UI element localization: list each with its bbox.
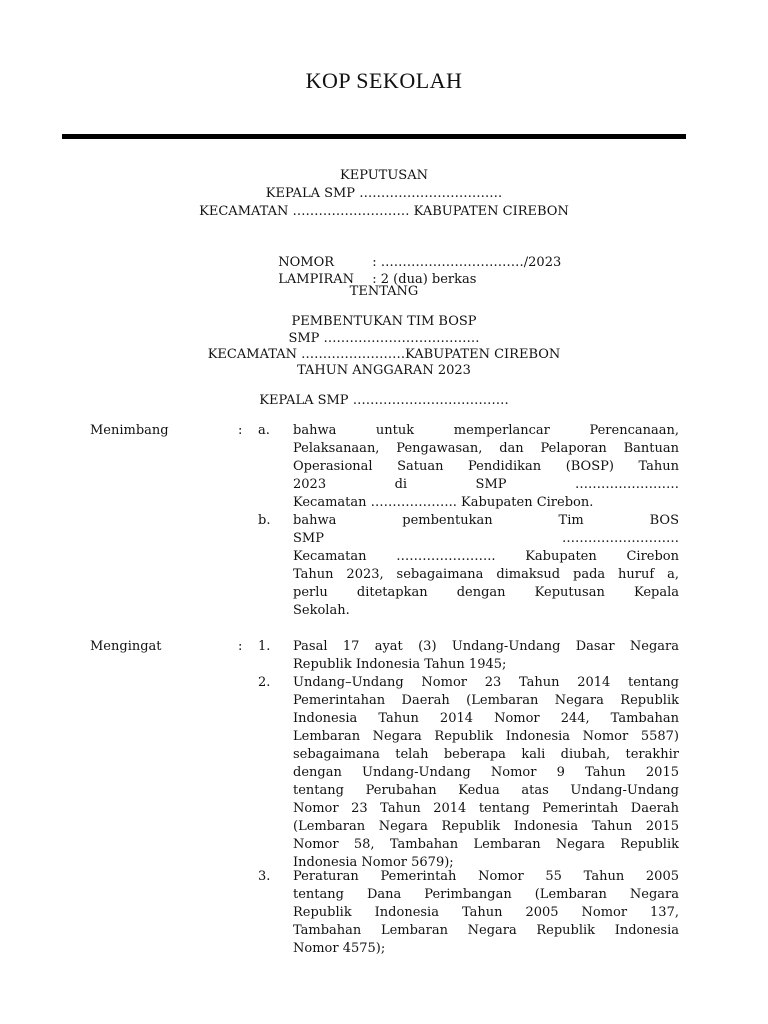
mengingat-2-line: dengan Undang-Undang Nomor 9 Tahun 2015	[293, 765, 679, 780]
letterhead-divider	[62, 134, 686, 139]
kepala-line: KEPALA SMP ………………………………	[259, 393, 509, 408]
menimbang-marker-b: b.	[258, 513, 271, 528]
menimbang-a-line: Pelaksanaan, Pengawasan, dan Pelaporan Bantuan	[293, 441, 679, 456]
subject-line-1: PEMBENTUKAN TIM BOSP	[291, 314, 477, 329]
menimbang-marker-a: a.	[258, 423, 270, 438]
mengingat-2-line: Lembaran Negara Republik Indonesia Nomor 5587)	[293, 729, 679, 744]
subject-line-4: TAHUN ANGGARAN 2023	[297, 363, 471, 378]
mengingat-3-line: Nomor 4575);	[293, 941, 386, 956]
mengingat-3-line: Republik Indonesia Tahun 2005 Nomor 137,	[293, 905, 679, 920]
decision-title: KEPUTUSAN	[340, 168, 428, 183]
lampiran-label: LAMPIRAN	[278, 272, 355, 287]
mengingat-2-line: Undang–Undang Nomor 23 Tahun 2014 tentang	[293, 675, 679, 690]
menimbang-b-line: Kecamatan ………………….. Kabupaten Cirebon	[293, 549, 679, 564]
mengingat-item-1	[293, 638, 679, 674]
mengingat-2-line: Nomor 58, Tambahan Lembaran Negara Republik	[293, 837, 679, 852]
menimbang-a-line: 2023 di SMP ……………………	[293, 477, 679, 492]
mengingat-marker-3: 3.	[258, 869, 271, 884]
menimbang-a-line: Operasional Satuan Pendidikan (BOSP) Tahun	[293, 459, 679, 474]
mengingat-2-line: Nomor 23 Tahun 2014 tentang Pemerintah Daerah	[293, 801, 679, 816]
menimbang-a-line: bahwa untuk memperlancar Perencanaan,	[293, 423, 679, 438]
subject-line-3: KECAMATAN ……………………KABUPATEN CIREBON	[207, 347, 561, 362]
menimbang-b-line: bahwa pembentukan Tim BOS	[293, 513, 679, 528]
mengingat-2-line: Indonesia Nomor 5679);	[293, 855, 454, 870]
menimbang-b-line: Tahun 2023, sebagaimana dimaksud pada huruf a,	[293, 567, 679, 582]
decision-district: KECAMATAN ……………………… KABUPATEN CIREBON	[199, 204, 569, 219]
lampiran-value: : 2 (dua) berkas	[372, 272, 477, 287]
subject-line-2: SMP ………………………………	[288, 331, 480, 346]
menimbang-b-line: SMP ………………………	[293, 531, 679, 546]
decision-school: KEPALA SMP ……………………………	[265, 186, 503, 201]
mengingat-3-line: Tambahan Lembaran Negara Republik Indonesia	[293, 923, 679, 938]
mengingat-2-line: (Lembaran Negara Republik Indonesia Tahun 2015	[293, 819, 679, 834]
letterhead-title: KOP SEKOLAH	[305, 68, 463, 93]
menimbang-colon: :	[238, 423, 243, 438]
menimbang-b-line: Sekolah.	[293, 603, 350, 618]
nomor-value: : ……………………………/2023	[372, 255, 562, 270]
mengingat-item-2	[293, 674, 679, 872]
mengingat-2-line: Indonesia Tahun 2014 Nomor 244, Tambahan	[293, 711, 679, 726]
mengingat-label: Mengingat	[90, 639, 162, 654]
mengingat-2-line: tentang Perubahan Kedua atas Undang-Undang	[293, 783, 679, 798]
mengingat-marker-2: 2.	[258, 675, 271, 690]
mengingat-1-line: Republik Indonesia Tahun 1945;	[293, 657, 507, 672]
menimbang-b-line: perlu ditetapkan dengan Keputusan Kepala	[293, 585, 679, 600]
menimbang-a-line: Kecamatan ……………….. Kabupaten Cirebon.	[293, 495, 594, 510]
mengingat-marker-1: 1.	[258, 639, 271, 654]
mengingat-2-line: sebagaimana telah beberapa kali diubah, terakhir	[293, 747, 679, 762]
menimbang-item-a	[293, 422, 679, 512]
menimbang-label: Menimbang	[90, 423, 169, 438]
tentang-heading: TENTANG	[349, 284, 419, 299]
mengingat-2-line: Pemerintahan Daerah (Lembaran Negara Republik	[293, 693, 679, 708]
mengingat-3-line: Peraturan Pemerintah Nomor 55 Tahun 2005	[293, 869, 679, 884]
nomor-label: NOMOR	[278, 255, 335, 270]
mengingat-item-3	[293, 868, 679, 958]
mengingat-colon: :	[238, 639, 243, 654]
mengingat-3-line: tentang Dana Perimbangan (Lembaran Negara	[293, 887, 679, 902]
mengingat-1-line: Pasal 17 ayat (3) Undang-Undang Dasar Negara	[293, 639, 679, 654]
menimbang-item-b	[293, 512, 679, 620]
